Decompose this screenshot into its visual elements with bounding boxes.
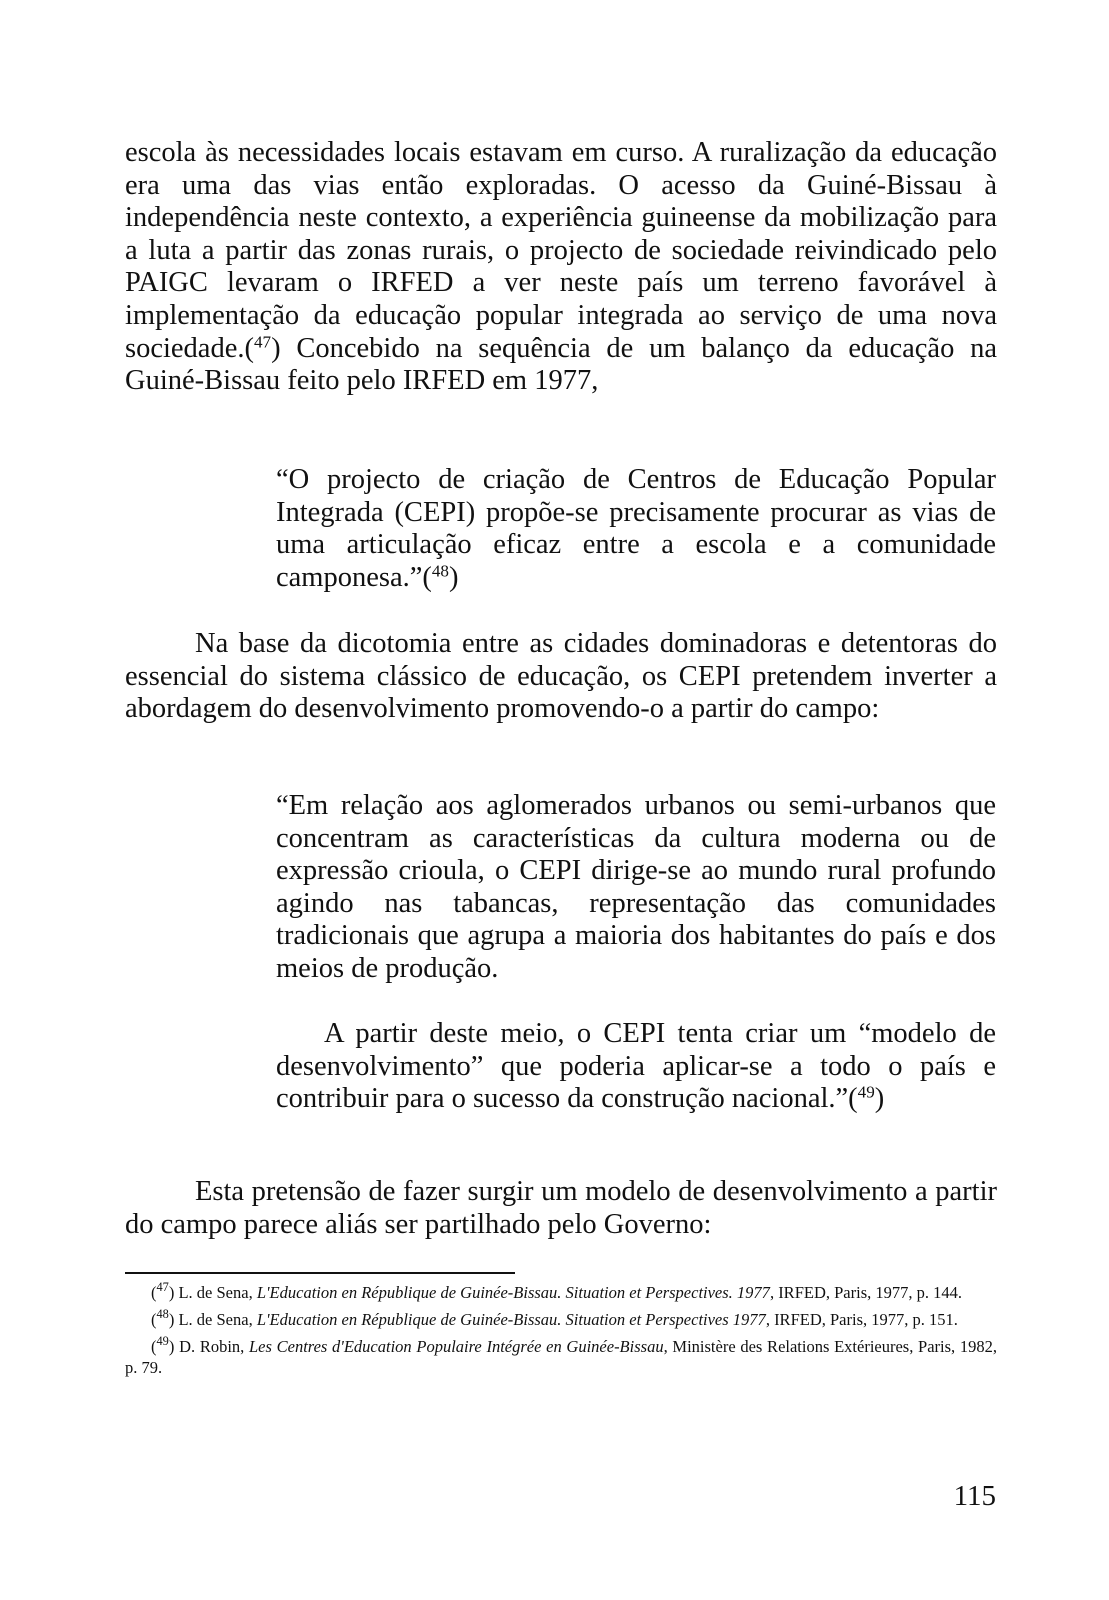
footnotes [125,1282,997,1384]
footnote-number: 48 [156,1307,169,1322]
paragraph-text: escola às necessidades locais estavam em curso. A ruralização da educação era uma das vias então exploradas. O acesso da Guiné-Bissau à independência neste contexto, a experiência guineense da mobilização para a luta a partir das zonas rurais, o projecto de sociedade reivindicado pelo PAIGC levaram o IRFED a ver neste país um terreno favorável à implementação da educação popular integrada ao serviço de uma nova sociedade.( [125,137,997,364]
footnote-ref-47[interactable]: 47 [253,332,272,352]
footnote-author: ) L. de Sena, [168,1310,257,1329]
quote-text: “Em relação aos aglomerados urbanos ou semi-urbanos que concentram as características da cultura moderna ou de expressão crioula, o CEPI dirige-se ao mundo rural profundo agindo nas tabancas, representação das comunidades tradicionais que agrupa a maioria dos habitantes do país e dos meios de produção. [276,790,996,984]
quote-text: “O projecto de criação de Centros de Educação Popular Integrada (CEPI) propõe-se precisamente procurar as vias de uma articulação eficaz entre a escola e a comunidade camponesa.”( [276,464,996,593]
block-quote-2-continued [276,1018,996,1116]
footnote-ref-49[interactable]: 49 [857,1082,875,1102]
footnote-author: ) L. de Sena, [168,1283,257,1302]
block-quote-2 [276,790,996,986]
footnote-47: ($^{47}$) L. de Sena, L'Education en République de Guinée-Bissau. Situation et Perspectives. 1977, IRFED, Paris, 1977, p. 144. [151,1280,962,1302]
body-paragraph-2 [125,628,997,726]
footnote-49: ($^{49}$) D. Robin, Les Centres d'Education Populaire Intégrée en Guinée-Bissau, Ministère des Relations Extérieures, Paris, 1982, p. 79. [125,1334,998,1377]
body-paragraph-1 [125,137,997,398]
paragraph-text-continued: ) Concebido na sequência de um balanço da educação na Guiné-Bissau feito pelo IRFED em 1977, [125,332,997,397]
footnote-title: L'Education en République de Guinée-Bissau. Situation et Perspectives. 1977 [256,1283,770,1302]
page-number: 115 [953,1480,996,1512]
footnote-number: 49 [156,1334,169,1349]
footnote-ref-48[interactable]: 48 [431,561,449,581]
footnote-author: ) D. Robin, [168,1337,249,1356]
paragraph-text: Esta pretensão de fazer surgir um modelo de desenvolvimento a partir do campo parece aliás ser partilhado pelo Governo: [125,1176,997,1240]
footnote-number: 47 [156,1280,169,1295]
block-quote-1 [276,464,996,594]
quote-text-continued: A partir deste meio, o CEPI tenta criar um “modelo de desenvolvimento” que poderia aplicar-se a todo o país e contribuir para o sucesso da construção nacional.”( [276,1018,996,1115]
quote-close: ) [448,561,459,593]
paragraph-text: Na base da dicotomia entre as cidades dominadoras e detentoras do essencial do sistema clássico de educação, os CEPI pretendem inverter a abordagem do desenvolvimento promovendo-o a partir do campo: [125,628,997,725]
body-paragraph-3 [125,1176,997,1241]
footnote-title: L'Education en République de Guinée-Bissau. Situation et Perspectives 1977 [256,1310,766,1329]
footnote-details: , Ministère des Relations Extérieures, Paris, 1982, p. 79. [125,1337,998,1377]
footnote-details: , IRFED, Paris, 1977, p. 144. [769,1283,962,1302]
footnote-title: Les Centres d'Education Populaire Intégrée en Guinée-Bissau [249,1337,664,1356]
footnote-separator [125,1272,515,1274]
footnote-48: ($^{48}$) L. de Sena, L'Education en République de Guinée-Bissau. Situation et Perspectives 1977, IRFED, Paris, 1977, p. 151. [151,1307,958,1329]
footnote-details: , IRFED, Paris, 1977, p. 151. [765,1310,958,1329]
quote-close: ) [874,1083,885,1115]
